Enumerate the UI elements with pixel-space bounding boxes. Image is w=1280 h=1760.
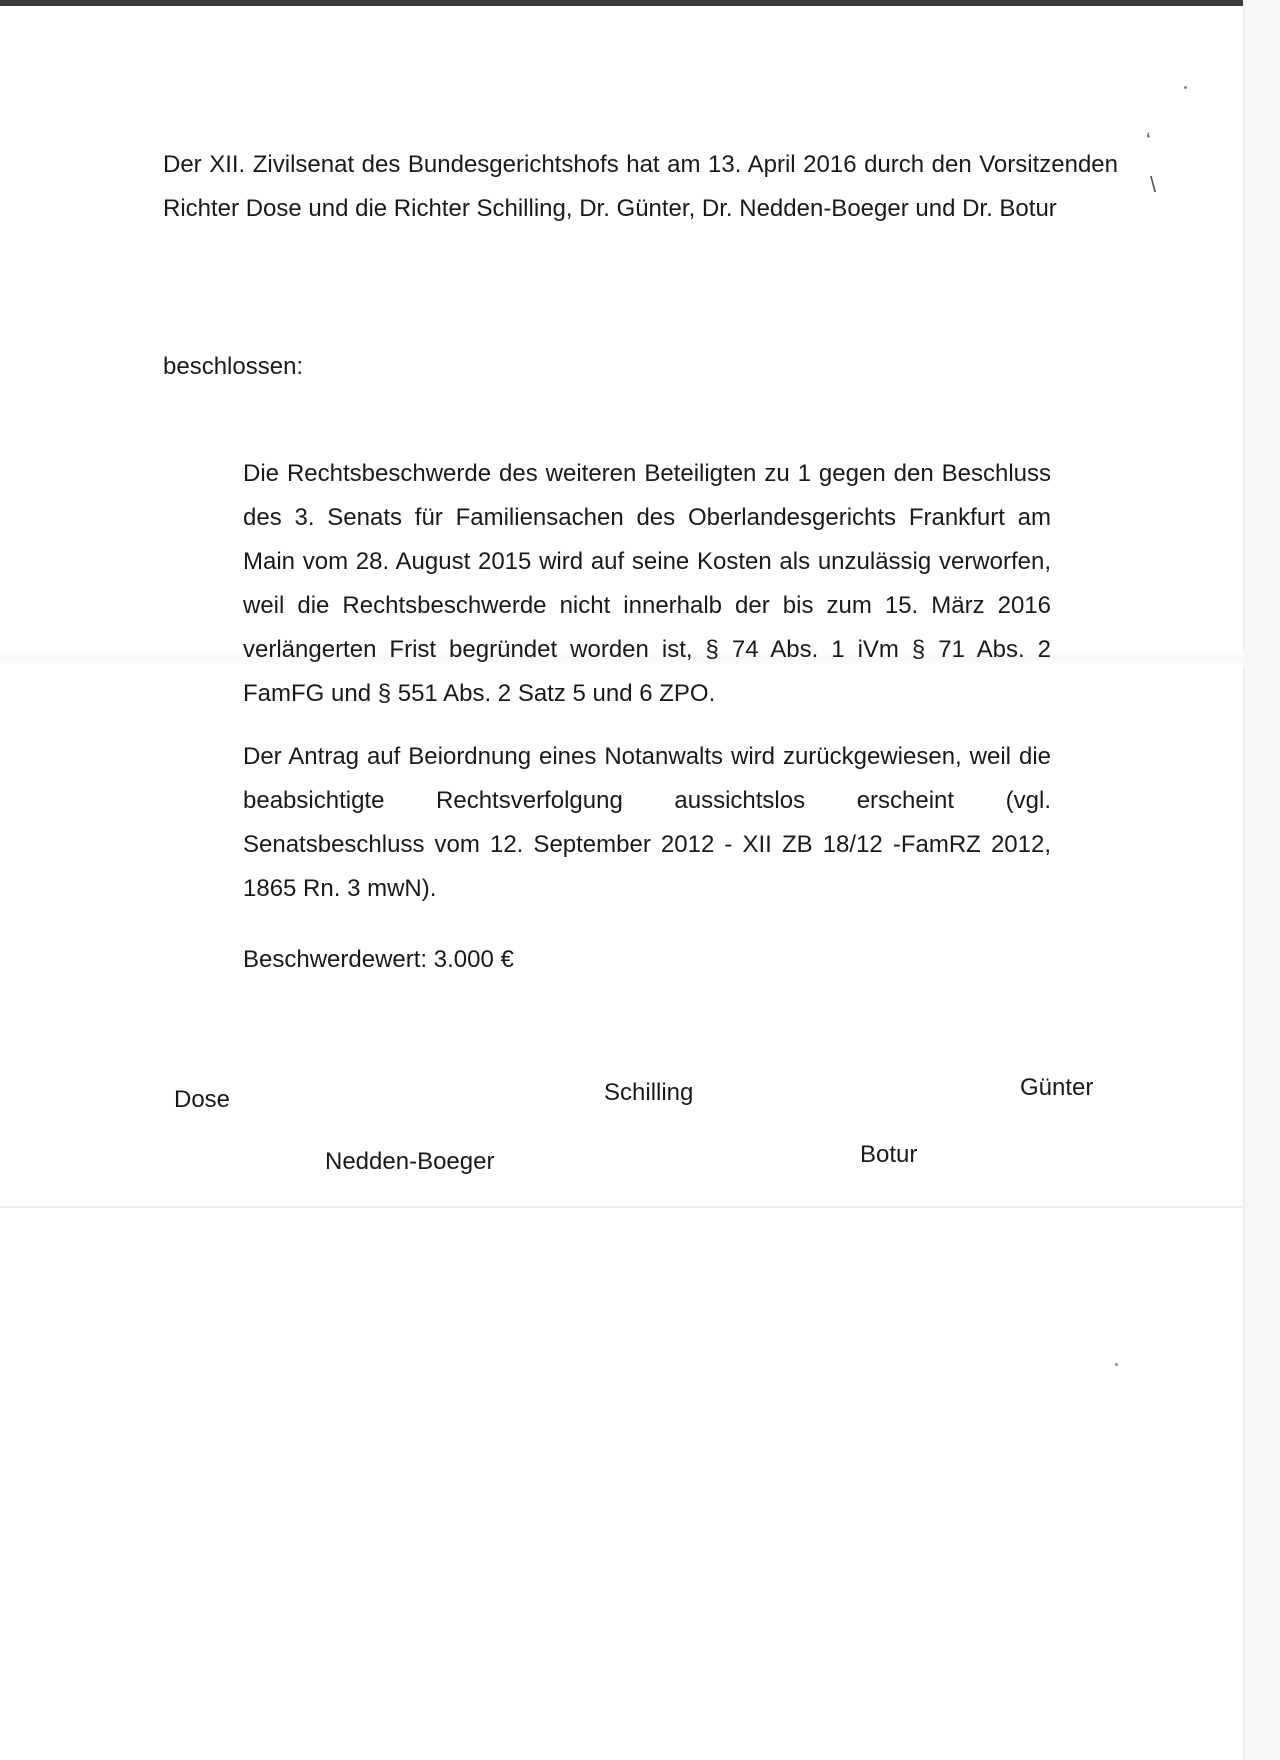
scan-speck: [1184, 86, 1187, 89]
ruling-paragraph: Die Rechtsbeschwerde des weiteren Beteiligten zu 1 gegen den Beschluss des 3. Senats für Familiensachen des Oberlandesgerichts Frankfurt am Main vom 28. August 2015 wird auf seine Kosten als unzulässig verworfen, weil die Rechtsbeschwerde nicht innerhalb der bis zum 15. März 2016 verlängerten Frist begründet worden ist, § 74 Abs. 1 iVm § 71 Abs. 2 FamFG und § 551 Abs. 2 Satz 5 und 6 ZPO.: [243, 460, 1051, 707]
scan-right-margin: [1243, 0, 1280, 1760]
signature-name: Nedden-Boeger: [325, 1148, 495, 1175]
signature-name: Botur: [860, 1141, 918, 1168]
value-paragraph: Beschwerdewert: 3.000 €: [243, 946, 514, 973]
decision-heading: beschlossen:: [163, 353, 304, 380]
margin-mark: \: [1150, 172, 1157, 197]
notanwalt-paragraph: Der Antrag auf Beiordnung eines Notanwalts wird zurückgewiesen, weil die beabsichtigte Rechtsverfolgung aussichtslos erscheint (vgl. Senatsbeschluss vom 12. September 2012 - XII ZB 18/12 -FamRZ 2012, 1865 Rn. 3 mwN).: [243, 743, 1051, 902]
signature-name: Günter: [1020, 1074, 1094, 1101]
signature-name: Schilling: [604, 1079, 694, 1106]
intro-paragraph: Der XII. Zivilsenat des Bundesgerichtshofs hat am 13. April 2016 durch den Vorsitzenden Richter Dose und die Richter Schilling, Dr. Günter, Dr. Nedden-Boeger und Dr. Botur: [163, 151, 1118, 222]
scan-top-edge: [0, 0, 1280, 6]
scan-speck: [1115, 1363, 1118, 1366]
signature-name: Dose: [174, 1086, 231, 1113]
paper-fold-line: [0, 1206, 1244, 1208]
margin-mark: ‘: [1146, 128, 1151, 153]
